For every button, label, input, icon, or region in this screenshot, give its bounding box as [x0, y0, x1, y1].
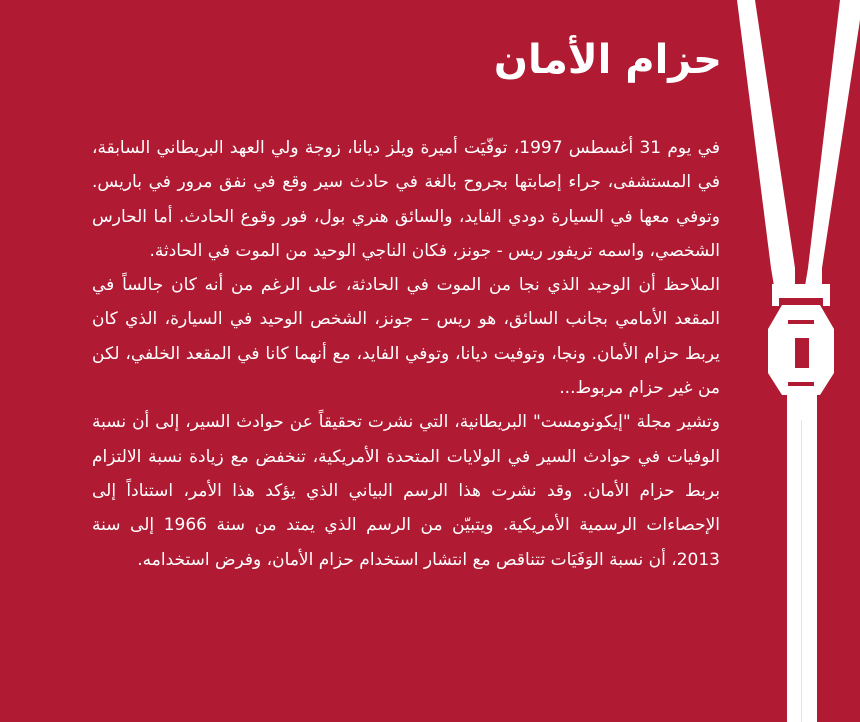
- article-body: [92, 131, 720, 577]
- belt-strap-right: [804, 0, 860, 292]
- page-title: حزام الأمان: [493, 37, 722, 83]
- buckle-rib: [788, 320, 814, 324]
- article-paragraph: في يوم 31 أغسطس 1997، توفّيَت أميرة ويلز ديانا، زوجة ولي العهد البريطاني السابقة، في المستشفى، جراء إصابتها بجروح بالغة في حادث سير وقع في نفق مرور في باريس. وتوفي معها في السيارة دودي الفايد، والسائق هنري بول، فور وقوع الحادث. أما الحارس الشخصي، واسمه تريفور ريس - جونز، فكان الناجي الوحيد من الموت في الحادثة.: [92, 138, 720, 261]
- belt-strap-left: [737, 0, 795, 292]
- buckle-tongue-icon: [772, 284, 830, 306]
- article-paragraph: الملاحظ أن الوحيد الذي نجا من الموت في الحادثة، على الرغم من أنه كان جالساً في المقعد الأمامي بجانب السائق، هو ريس – جونز، الشخص الوحيد في السيارة، الذي كان يربط حزام الأمان. ونجا، وتوفيت ديانا، وتوفي الفايد، مع أنهما كانا في المقعد الخلفي، لكن من غير حزام مربوط...: [92, 275, 720, 399]
- article-paragraph: وتشير مجلة "إيكونومست" البريطانية، التي نشرت تحقيقاً عن حوادث السير، إلى أن نسبة الوفيات في حوادث السير في الولايات المتحدة الأمريكية، تنخفض مع زيادة نسبة الالتزام بربط حزام الأمان. وقد نشرت هذا الرسم البياني الذي يؤكد هذا الأمر، استناداً إلى الإحصاءات الرسمية الأمريكية. ويتبيّن من الرسم الذي يمتد من سنة 1966 إلى سنة 2013، أن نسبة الوَفَيَات تتناقص مع انتشار استخدام حزام الأمان، وفرض استخدامه.: [92, 412, 720, 570]
- buckle-body-icon: [768, 305, 834, 395]
- buckle-rib: [788, 382, 814, 386]
- belt-strap-seam: [801, 420, 802, 722]
